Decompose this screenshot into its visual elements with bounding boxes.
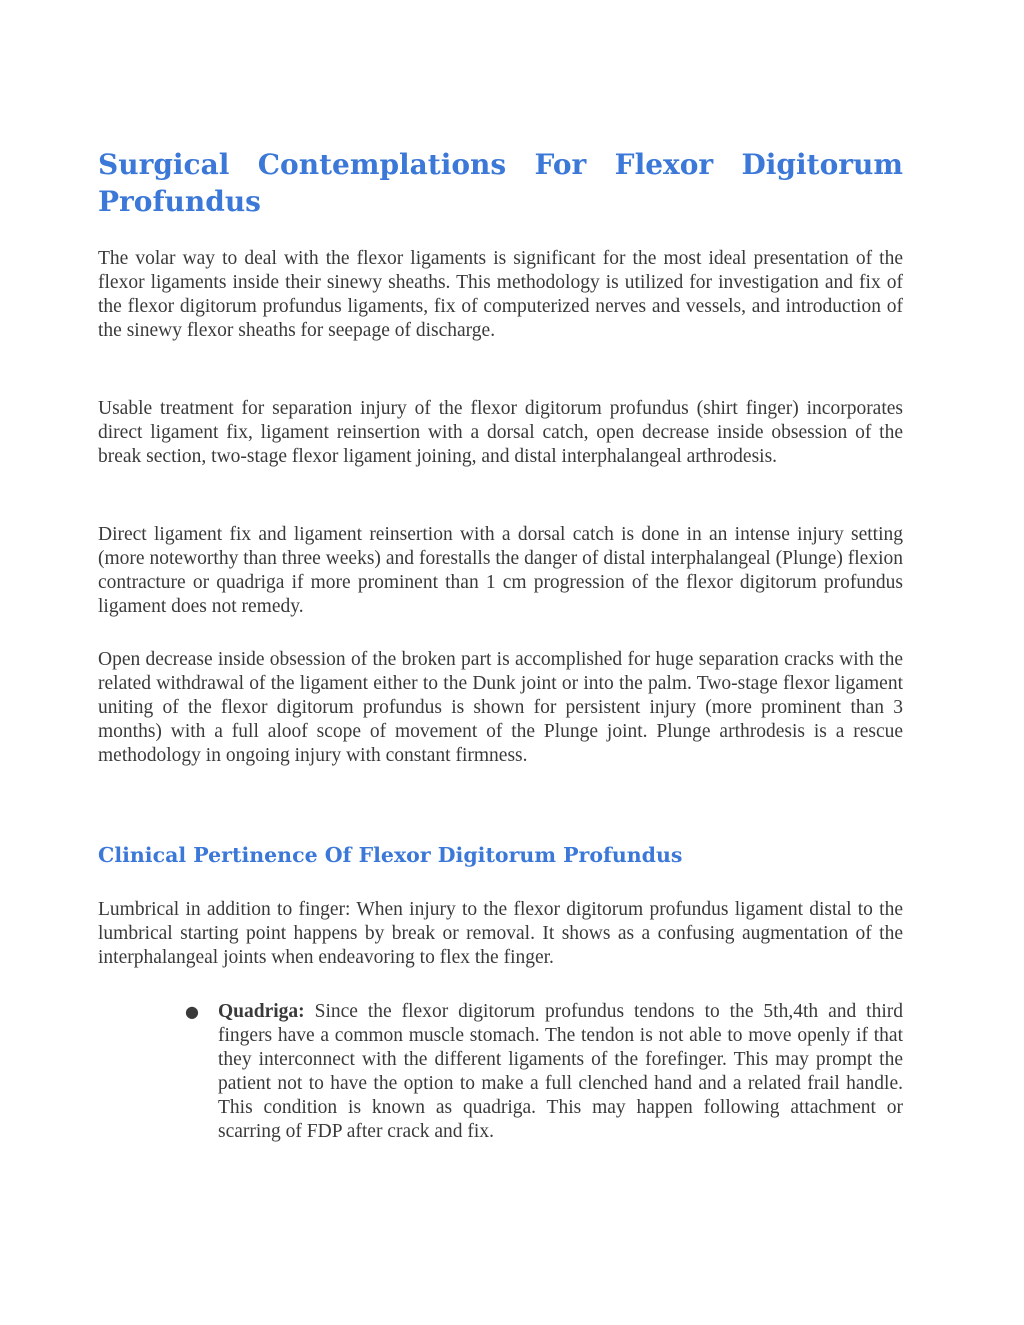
page-title: Surgical Contemplations For Flexor Digitorum Profundus: [98, 148, 903, 218]
bullet-body: Since the flexor digitorum profundus tendons to the 5th,4th and third fingers have a common muscle stomach. The tendon is not able to move openly if that they interconnect with the different ligaments of the forefinger. This may prompt the patient not to have the option to make a full clenched hand and a related frail handle. This condition is known as quadriga. This may happen following attachment or scarring of FDP after crack and fix.: [218, 1001, 903, 1142]
paragraph-volar-approach: The volar way to deal with the flexor ligaments is significant for the most ideal presentation of the flexor ligaments inside their sinewy sheaths. This methodology is utilized for investigation and fix of the flexor digitorum profundus ligaments, fix of computerized nerves and vessels, and introduction of the sinewy flexor sheaths for seepage of discharge.: [98, 248, 903, 341]
bullet-text: [218, 1000, 903, 1144]
paragraph-open-decrease: Open decrease inside obsession of the broken part is accomplished for huge separation cracks with the related withdrawal of the ligament either to the Dunk joint or into the palm. Two-stage flexor ligament uniting of the flexor digitorum profundus is shown for persistent injury (more prominent than 3 months) with a full aloof scope of movement of the Plunge joint. Plunge arthrodesis is a rescue methodology in ongoing injury with constant firmness.: [98, 649, 903, 766]
bullet-term: Quadriga:: [218, 1001, 305, 1022]
bullet-list: [98, 1000, 903, 1144]
paragraph-direct-ligament-fix: Direct ligament fix and ligament reinsertion with a dorsal catch is done in an intense injury setting (more noteworthy than three weeks) and forestalls the danger of distal interphalangeal (Plunge) flexion contracture or quadriga if more prominent than 1 cm progression of the flexor digitorum profundus ligament does not remedy.: [98, 524, 903, 617]
section-heading-clinical-pertinence: Clinical Pertinence Of Flexor Digitorum Profundus: [98, 843, 683, 867]
bullet-icon: ●: [185, 1002, 199, 1021]
paragraph-usable-treatment: Usable treatment for separation injury of the flexor digitorum profundus (shirt finger) incorporates direct ligament fix, ligament reinsertion with a dorsal catch, open decrease inside obsession of the break section, two-stage flexor ligament joining, and distal interphalangeal arthrodesis.: [98, 398, 903, 467]
paragraph-lumbrical: Lumbrical in addition to finger: When injury to the flexor digitorum profundus ligament distal to the lumbrical starting point happens by break or removal. It shows as a confusing augmentation of the interphalangeal joints when endeavoring to flex the finger.: [98, 899, 903, 968]
list-item: [98, 1000, 903, 1144]
